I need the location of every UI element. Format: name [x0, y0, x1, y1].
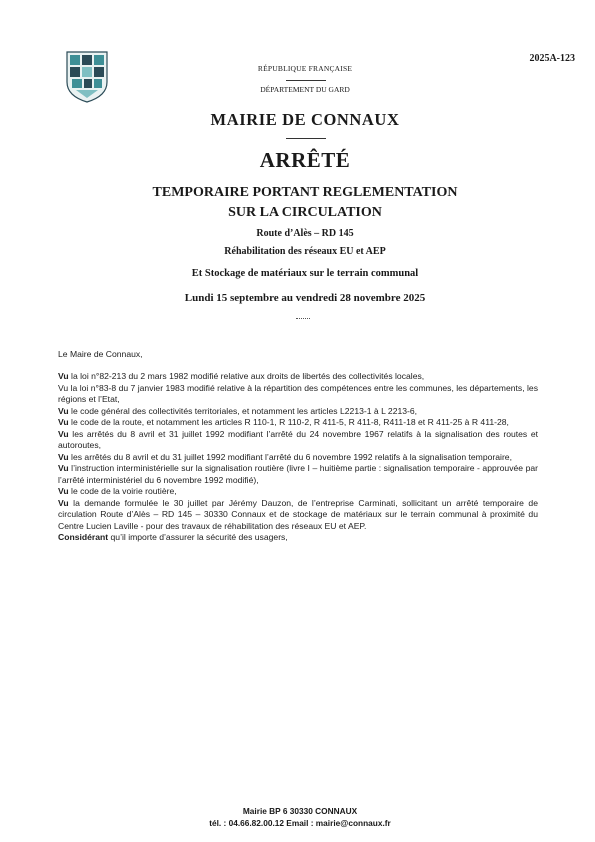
separator-mark — [296, 318, 310, 321]
vu-item: Vu la loi n°83-8 du 7 janvier 1983 modifié relative à la répartition des compétences entre les communes, les départements, les régions et l’Etat, — [58, 382, 538, 404]
title-line-1: TEMPORAIRE PORTANT REGLEMENTATION — [152, 185, 458, 200]
vu-item: Vu le code général des collectivités territoriales, et notamment les articles L2213-1 à L 2213-6, — [58, 405, 418, 416]
considerant-item: Considérant qu’il importe d’assurer la sécurité des usagers, — [58, 532, 288, 542]
document-reference: 2025A-123 — [529, 53, 575, 64]
document-title: ARRÊTÉ — [259, 148, 351, 172]
department-heading: DÉPARTEMENT DU GARD — [260, 85, 350, 94]
storage-line: Et Stockage de matériaux sur le terrain communal — [191, 268, 419, 279]
considerations-list — [58, 371, 538, 544]
divider — [286, 80, 326, 81]
vu-item: Vu la demande formulée le 30 juillet par Jérémy Dauzon, de l’entreprise Carminati, sollicitant un arrêté temporaire de circulation Route d’Alès – RD 145 – 30330 Connaux et de stockage de matériaux sur le terrain communal à proximité du Centre Lucien Laville - pour des travaux de réhabilitation des réseaux EU et AEP. — [58, 497, 538, 531]
vu-item: Vu la loi n°82-213 du 2 mars 1982 modifié relative aux droits de libertés des collectivités locales, — [58, 371, 425, 381]
vu-item: Vu les arrêtés du 8 avril et 31 juillet 1992 modifiant l’arrêté du 24 novembre 1967 relatifs à la signalisation des routes et autoroutes, — [58, 428, 538, 450]
greeting: Le Maire de Connaux, — [58, 349, 143, 359]
title-line-2: SUR LA CIRCULATION — [228, 205, 382, 220]
vu-item: Vu les arrêtés du 8 avril et du 31 juillet 1992 modifiant l’arrêté du 6 novembre 1992 relatifs à la signalisation temporaire, — [58, 451, 512, 462]
vu-item: Vu le code de la voirie routière, — [58, 486, 177, 496]
footer-contact: tél. : 04.66.82.00.12 Email : mairie@connaux.fr — [209, 818, 391, 828]
mairie-heading: MAIRIE DE CONNAUX — [210, 110, 400, 129]
coat-of-arms-logo — [64, 48, 110, 104]
republic-heading: RÉPUBLIQUE FRANÇAISE — [257, 64, 353, 73]
divider — [286, 138, 326, 139]
route-line: Route d’Alès – RD 145 — [256, 228, 354, 239]
vu-item: Vu le code de la route, et notamment les articles R 110-1, R 110-2, R 411-5, R 411-8, R411-18 et R 411-25 à R 411-28, — [58, 417, 509, 427]
vu-item: Vu l’instruction interministérielle sur la signalisation routière (livre I – huitième partie : signalisation temporaire - approuvée par l’arrêté interministériel du 6 novembre 1992 modifié), — [58, 463, 538, 485]
footer-address: Mairie BP 6 30330 CONNAUX — [242, 806, 358, 816]
rehabilitation-line: Réhabilitation des réseaux EU et AEP — [224, 246, 386, 257]
date-range-line: Lundi 15 septembre au vendredi 28 novembre 2025 — [184, 292, 426, 304]
